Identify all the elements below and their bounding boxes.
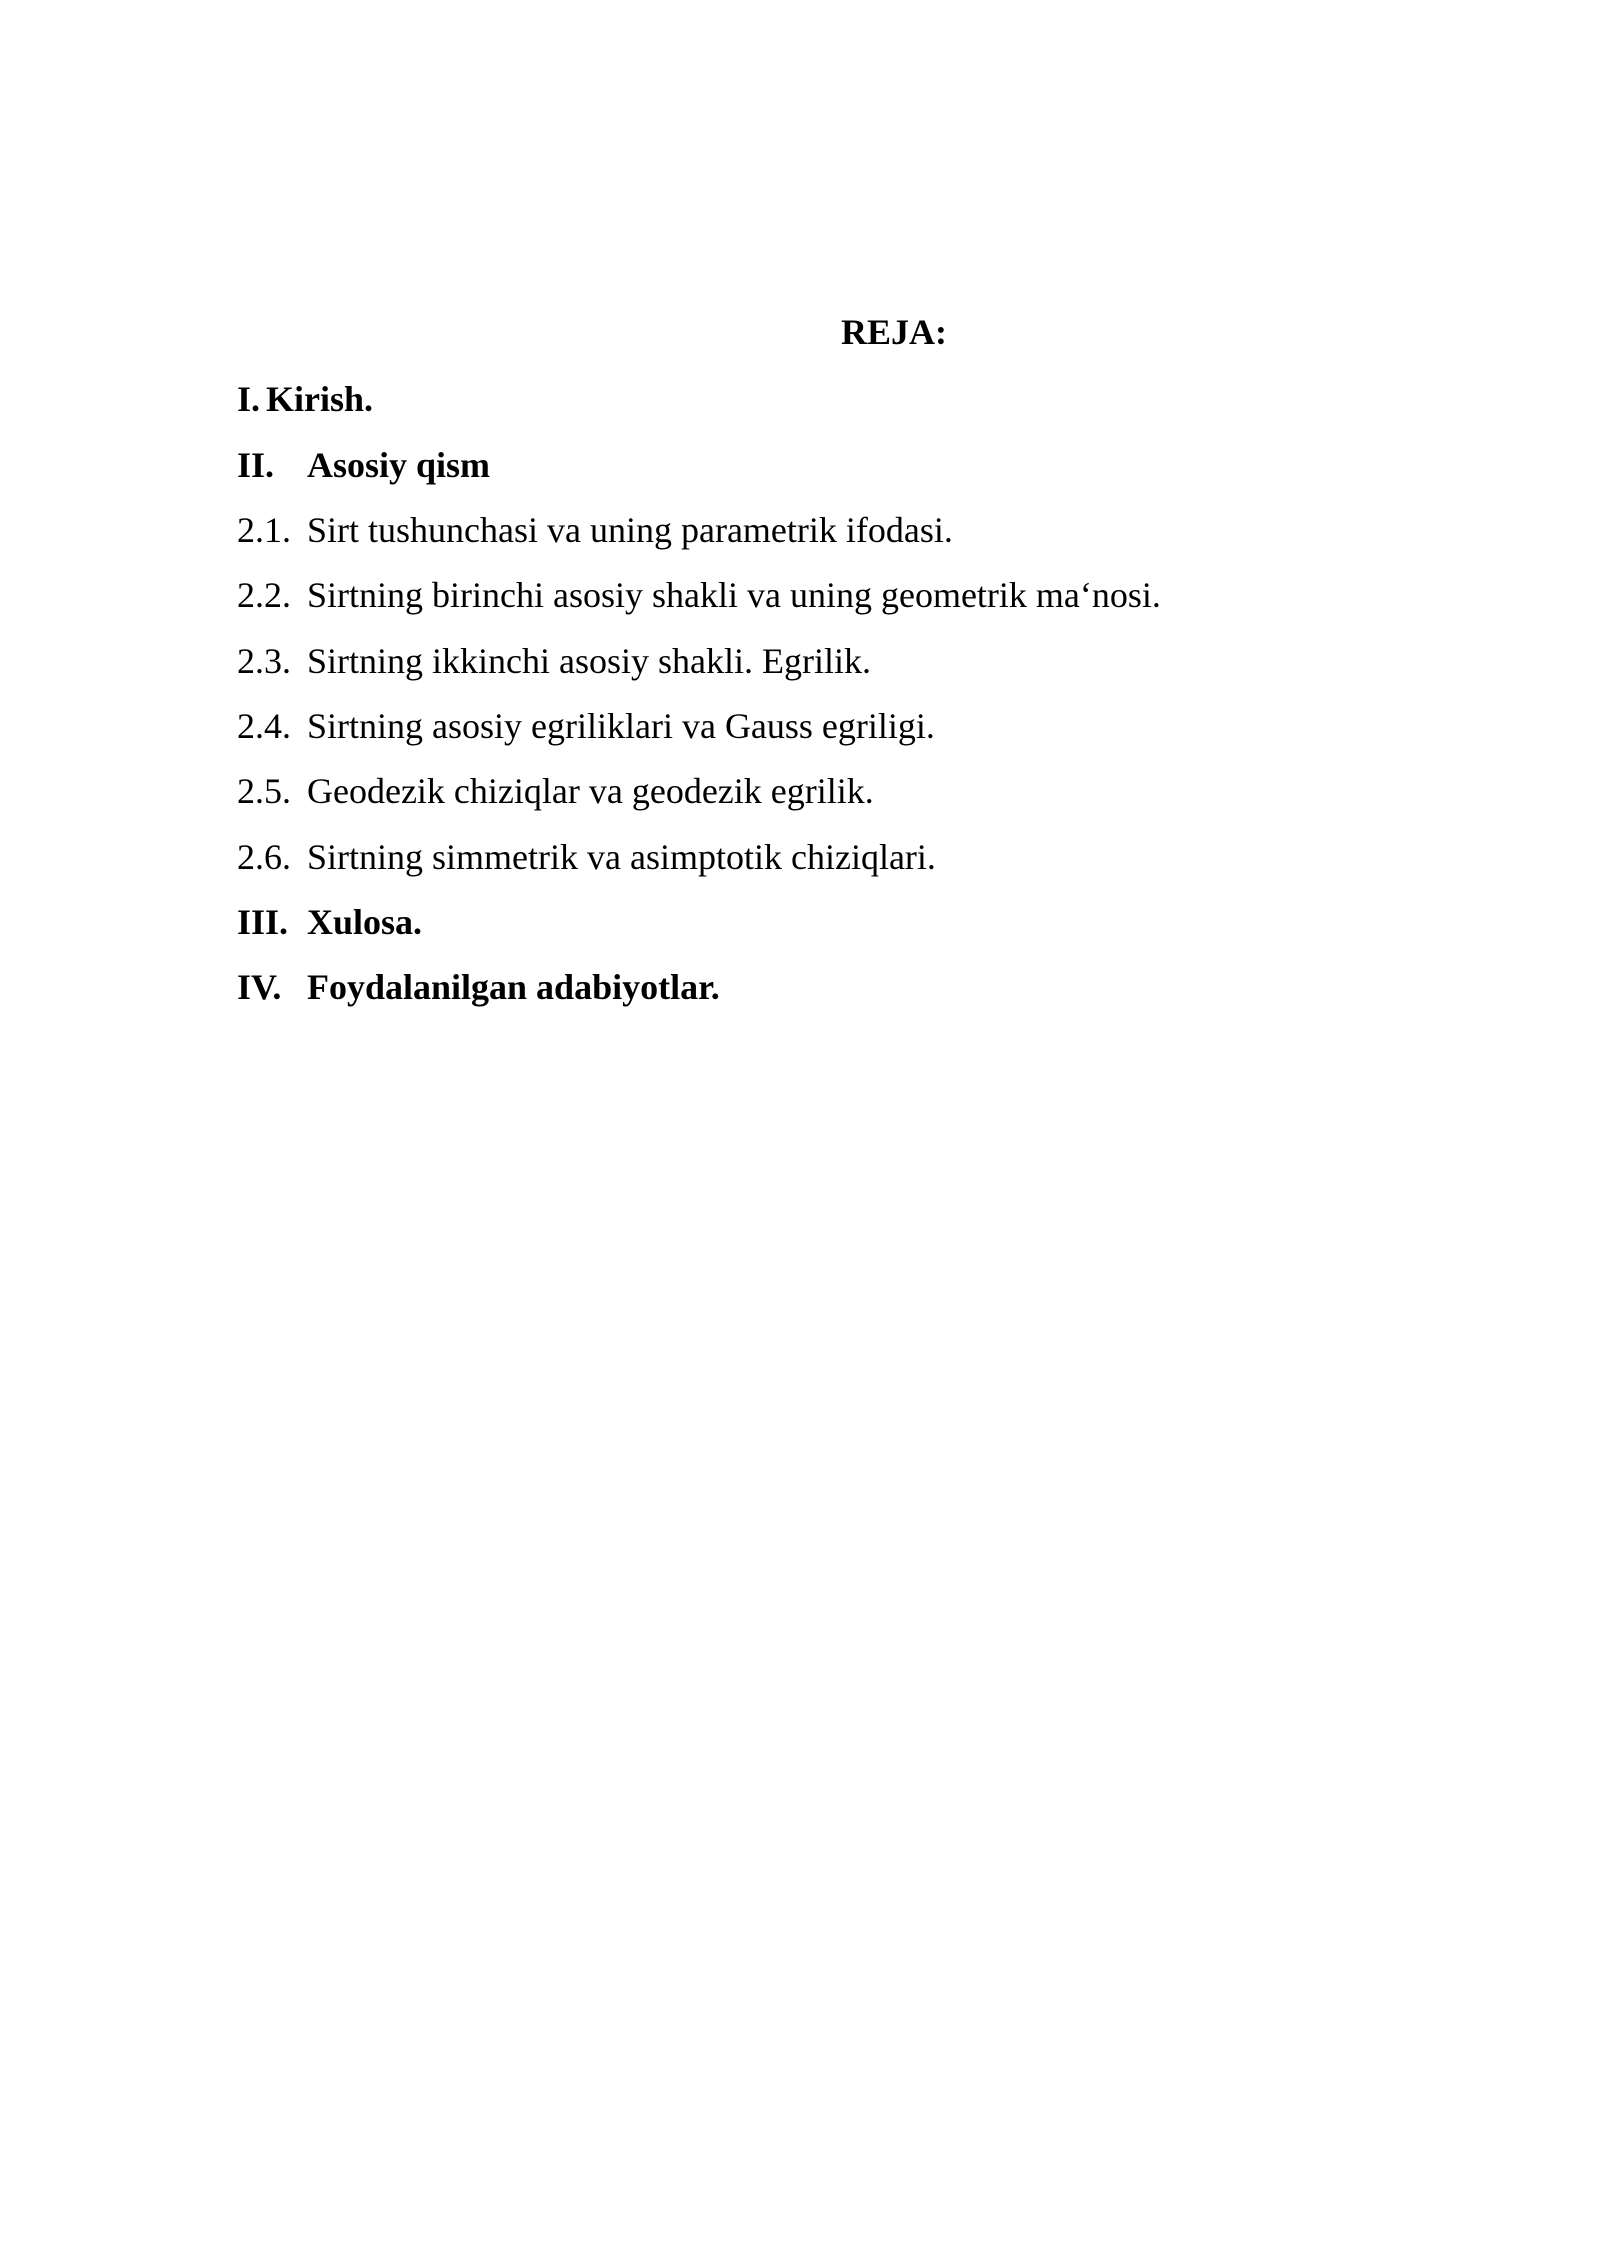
plan-item-kirish [237, 375, 373, 423]
plan-item-2-3 [237, 637, 871, 685]
item-number: 2.2. [237, 575, 291, 615]
item-text: Sirtning ikkinchi asosiy shakli. Egrilik. [307, 641, 871, 681]
plan-item-2-6 [237, 833, 936, 881]
item-number: 2.6. [237, 837, 291, 877]
item-number: 2.4. [237, 706, 291, 746]
item-number: 2.1. [237, 510, 291, 550]
page-title-text: REJA: [841, 312, 947, 352]
item-number: I. [237, 379, 261, 419]
item-text: Sirtning asosiy egriliklari va Gauss egriligi. [307, 706, 935, 746]
item-text: Asosiy qism [307, 445, 491, 485]
item-number: II. [237, 445, 275, 485]
plan-item-2-1 [237, 506, 953, 554]
item-text: Sirtning simmetrik va asimptotik chiziqlari. [307, 837, 936, 877]
plan-item-asosiy-qism [237, 441, 490, 489]
plan-item-2-5 [237, 767, 874, 815]
plan-item-adabiyotlar [237, 963, 720, 1011]
plan-item-2-4 [237, 702, 935, 750]
item-text: Xulosa. [307, 902, 423, 942]
item-text: Kirish. [266, 379, 374, 419]
item-number: IV. [237, 967, 282, 1007]
item-number: 2.5. [237, 771, 291, 811]
item-number: III. [237, 902, 289, 942]
item-text: Sirtning birinchi asosiy shakli va uning geometrik ma‘nosi. [307, 575, 1161, 615]
item-text: Geodezik chiziqlar va geodezik egrilik. [307, 771, 874, 811]
page-title [0, 308, 1600, 356]
plan-item-2-2 [237, 571, 1161, 619]
item-number: 2.3. [237, 641, 291, 681]
item-text: Sirt tushunchasi va uning parametrik ifodasi. [307, 510, 953, 550]
item-text: Foydalanilgan adabiyotlar. [307, 967, 720, 1007]
plan-item-xulosa [237, 898, 422, 946]
